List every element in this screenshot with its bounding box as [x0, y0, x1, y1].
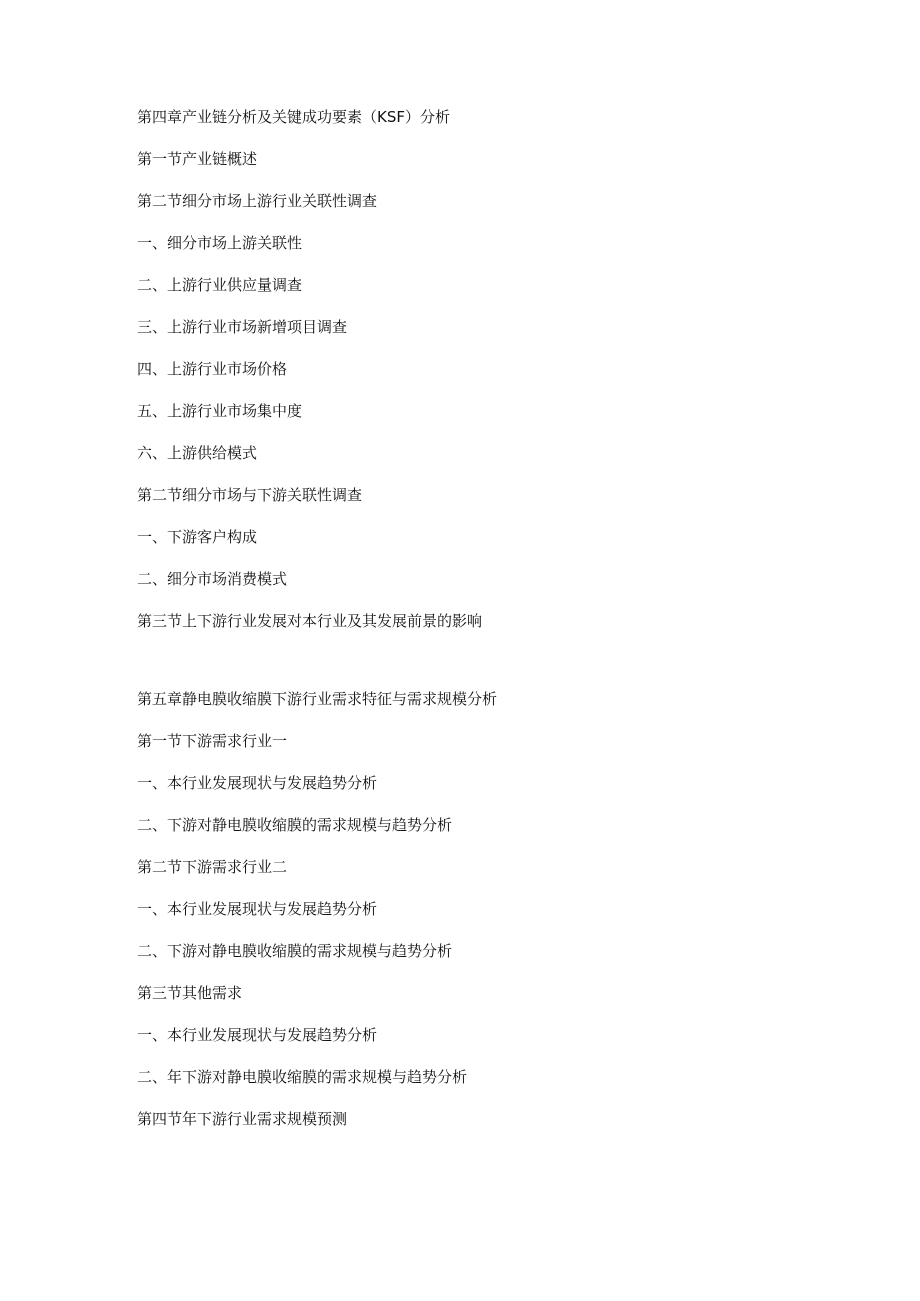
chapter-heading: 第五章静电膜收缩膜下游行业需求特征与需求规模分析 — [137, 690, 498, 708]
section-heading: 第二节细分市场与下游关联性调查 — [137, 486, 363, 504]
section-heading: 第一节下游需求行业一 — [137, 732, 288, 750]
subsection-item: 二、下游对静电膜收缩膜的需求规模与趋势分析 — [137, 942, 453, 960]
subsection-item: 二、年下游对静电膜收缩膜的需求规模与趋势分析 — [137, 1068, 468, 1086]
toc-section-chapter-4 — [137, 104, 837, 650]
chapter-heading: 第四章产业链分析及关键成功要素（KSF）分析 — [137, 108, 450, 126]
subsection-item: 一、本行业发展现状与发展趋势分析 — [137, 774, 378, 792]
subsection-item: 一、下游客户构成 — [137, 528, 258, 546]
toc-section-chapter-5 — [137, 686, 837, 1148]
subsection-item: 四、上游行业市场价格 — [137, 360, 288, 378]
section-heading: 第二节下游需求行业二 — [137, 858, 288, 876]
section-heading: 第四节年下游行业需求规模预测 — [137, 1110, 348, 1128]
subsection-item: 二、上游行业供应量调查 — [137, 276, 303, 294]
subsection-item: 二、下游对静电膜收缩膜的需求规模与趋势分析 — [137, 816, 453, 834]
subsection-item: 五、上游行业市场集中度 — [137, 402, 303, 420]
section-heading: 第三节上下游行业发展对本行业及其发展前景的影响 — [137, 612, 483, 630]
section-heading: 第二节细分市场上游行业关联性调查 — [137, 192, 378, 210]
subsection-item: 一、细分市场上游关联性 — [137, 234, 303, 252]
subsection-item: 一、本行业发展现状与发展趋势分析 — [137, 1026, 378, 1044]
subsection-item: 二、细分市场消费模式 — [137, 570, 288, 588]
subsection-item: 六、上游供给模式 — [137, 444, 258, 462]
section-heading: 第一节产业链概述 — [137, 150, 258, 168]
subsection-item: 三、上游行业市场新增项目调查 — [137, 318, 348, 336]
subsection-item: 一、本行业发展现状与发展趋势分析 — [137, 900, 378, 918]
section-heading: 第三节其他需求 — [137, 984, 243, 1002]
